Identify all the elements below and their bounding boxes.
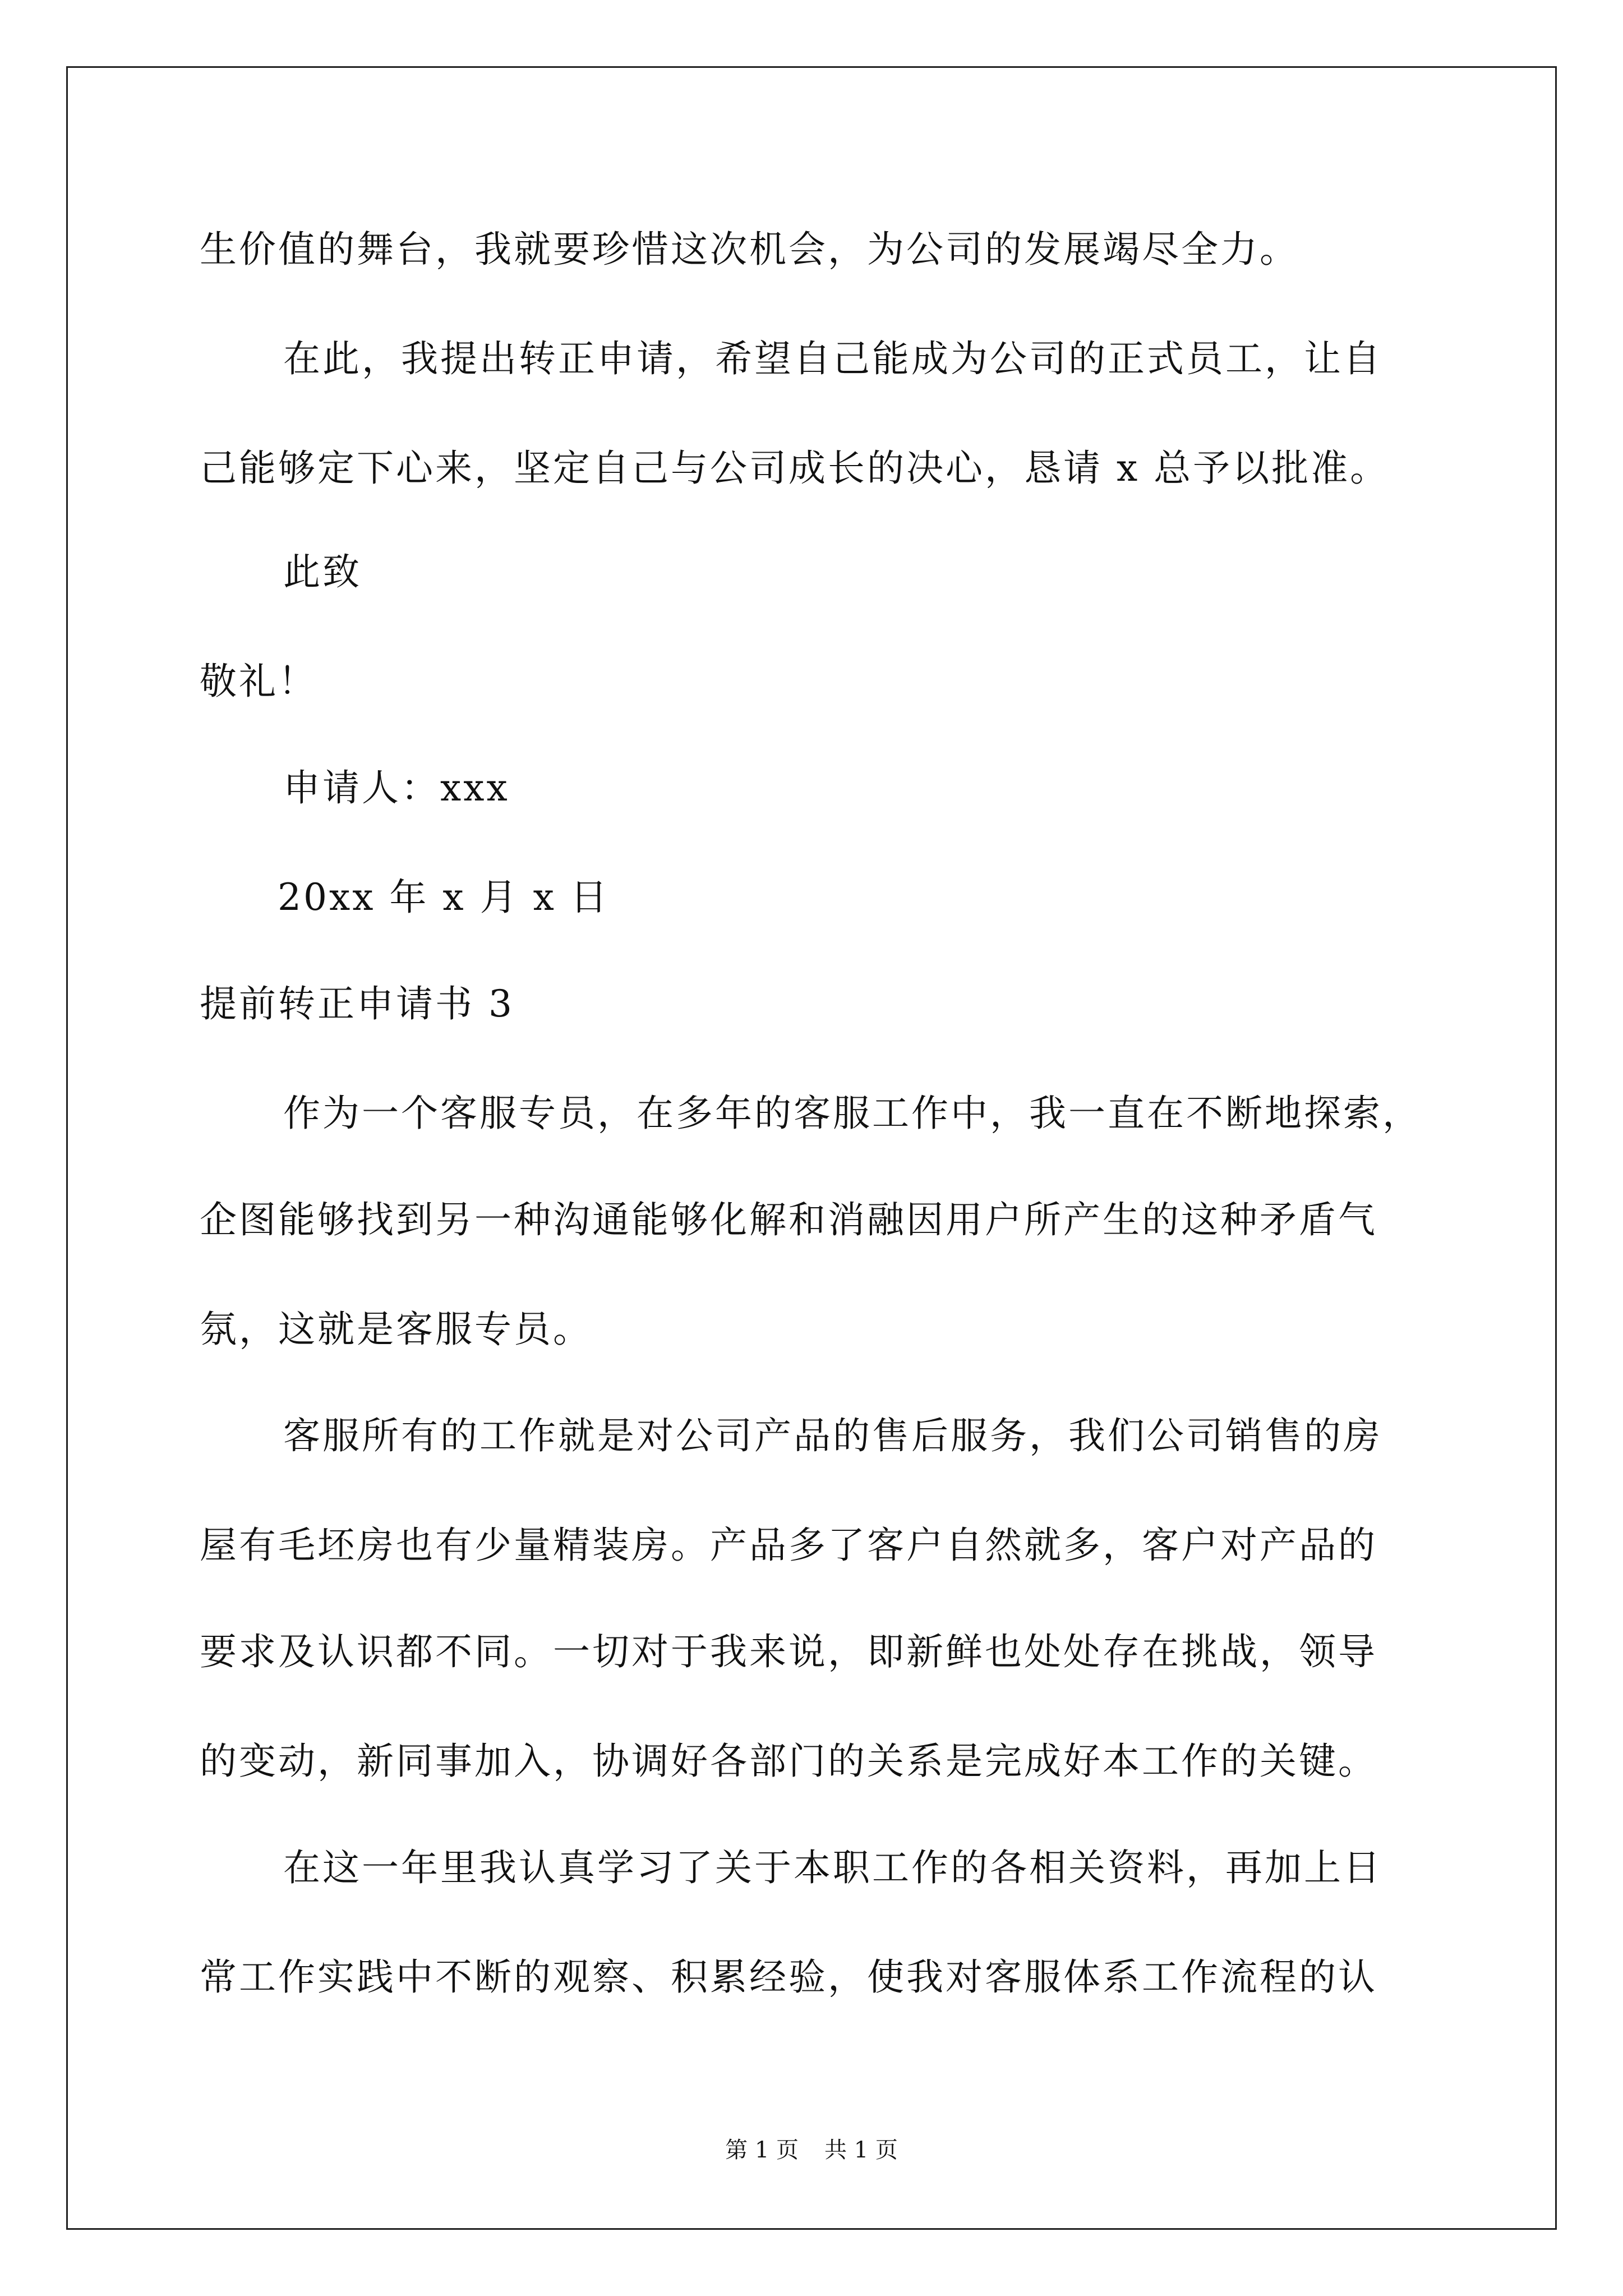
text-line: 屋有毛坯房也有少量精装房。产品多了客户自然就多，客户对产品的 bbox=[200, 1524, 1377, 1567]
text-line: 客服所有的工作就是对公司产品的售后服务，我们公司销售的房 bbox=[283, 1414, 1382, 1457]
text-line: 己能够定下心来，坚定自己与公司成长的决心，恳请 x 总予以批准。 bbox=[200, 447, 1390, 490]
text-line: 生价值的舞台，我就要珍惜这次机会，为公司的发展竭尽全力。 bbox=[200, 228, 1299, 271]
text-line: 此致 bbox=[283, 550, 362, 593]
text-line: 常工作实践中不断的观察、积累经验，使我对客服体系工作流程的认 bbox=[200, 1955, 1377, 1999]
text-line: 企图能够找到另一种沟通能够化解和消融因用户所产生的这种矛盾气 bbox=[200, 1198, 1377, 1241]
text-line: 的变动，新同事加入，协调好各部门的关系是完成好本工作的关键。 bbox=[200, 1740, 1377, 1783]
text-line: 申请人：xxx bbox=[283, 766, 510, 809]
section-title: 提前转正申请书 3 bbox=[200, 982, 514, 1025]
total-pages: 共 1 页 bbox=[824, 2137, 898, 2163]
text-line: 氛，这就是客服专员。 bbox=[200, 1308, 592, 1351]
text-line: 20xx 年 x 月 x 日 bbox=[278, 876, 610, 919]
page-border bbox=[66, 66, 1557, 2230]
text-line: 在这一年里我认真学习了关于本职工作的各相关资料，再加上日 bbox=[283, 1846, 1382, 1889]
page-footer bbox=[0, 2136, 1623, 2164]
text-line: 敬礼！ bbox=[200, 660, 317, 703]
text-line: 作为一个客服专员，在多年的客服工作中，我一直在不断地探索， bbox=[283, 1092, 1422, 1135]
text-line: 要求及认识都不同。一切对于我来说，即新鲜也处处存在挑战，领导 bbox=[200, 1630, 1377, 1673]
page-number: 第 1 页 bbox=[725, 2137, 799, 2163]
text-line: 在此，我提出转正申请，希望自己能成为公司的正式员工，让自 bbox=[283, 337, 1382, 380]
